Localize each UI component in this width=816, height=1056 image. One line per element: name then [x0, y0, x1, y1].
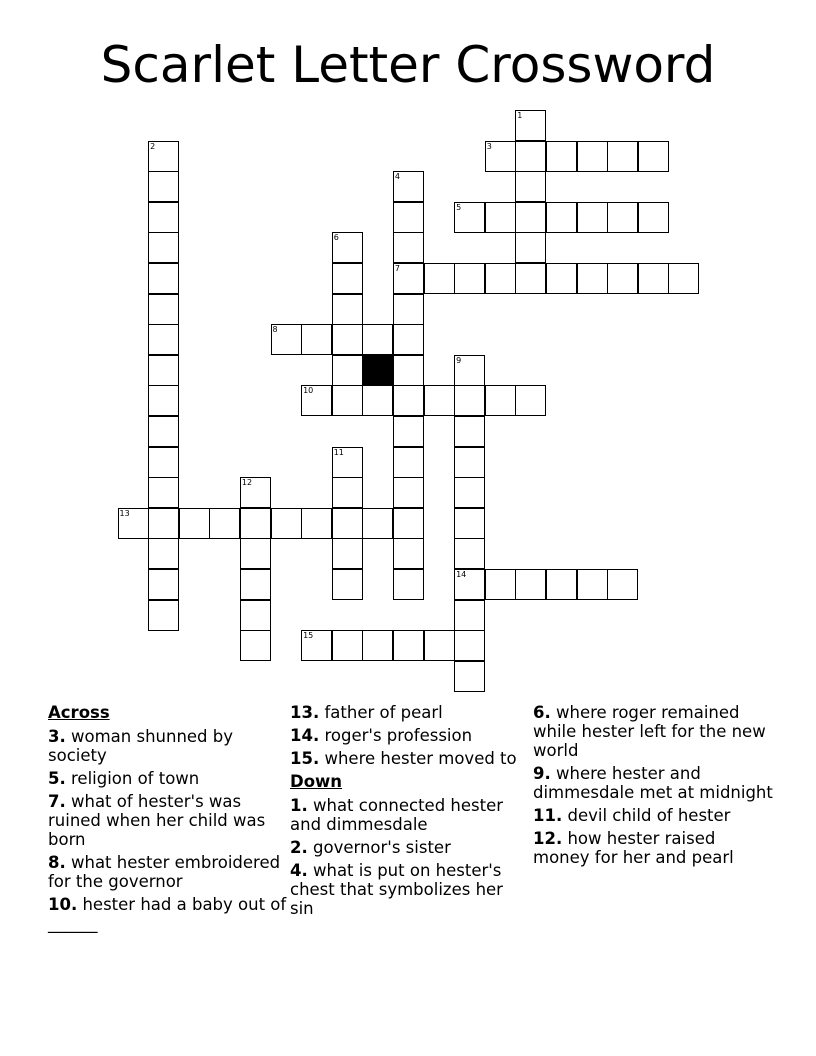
clue-item-text: roger's profession — [319, 726, 473, 745]
grid-cell[interactable] — [271, 508, 302, 539]
clue-item-text: father of pearl — [319, 703, 443, 722]
grid-cell[interactable] — [240, 600, 271, 631]
clue-item-text: how hester raised money for her and pearl — [533, 829, 734, 867]
grid-cell[interactable] — [668, 263, 699, 294]
clue-item-number: 6. — [533, 703, 551, 722]
grid-cell[interactable] — [362, 324, 393, 355]
clue-item-number: 8. — [48, 853, 66, 872]
grid-cell[interactable] — [393, 263, 424, 294]
grid-cell[interactable] — [577, 569, 608, 600]
clue-item-number: 15. — [290, 749, 320, 768]
grid-cell[interactable] — [515, 202, 546, 233]
across-clue-list — [48, 727, 288, 933]
grid-cell[interactable] — [393, 171, 424, 202]
grid-cell[interactable] — [454, 447, 485, 478]
grid-cell[interactable] — [515, 110, 546, 141]
clue-item-number: 5. — [48, 769, 66, 788]
grid-cell[interactable] — [577, 263, 608, 294]
clue-item-text: what of hester's was ruined when her child was born — [48, 792, 266, 849]
grid-cell[interactable] — [148, 416, 179, 447]
down-clue-list-continued — [533, 703, 773, 867]
grid-cell[interactable] — [515, 141, 546, 172]
grid-cell[interactable] — [546, 263, 577, 294]
grid-cell[interactable] — [332, 477, 363, 508]
down-clue-list — [290, 796, 522, 918]
grid-cell[interactable] — [179, 508, 210, 539]
grid-cell[interactable] — [301, 385, 332, 416]
grid-cell[interactable] — [148, 538, 179, 569]
clue-number: 8 — [272, 325, 278, 335]
grid-cell[interactable] — [209, 508, 240, 539]
grid-cell[interactable] — [485, 569, 516, 600]
clue-item-text: where hester moved to — [319, 749, 517, 768]
clue-item-text: hester had a baby out of ______ — [48, 895, 287, 933]
grid-cell[interactable] — [148, 477, 179, 508]
clue-item — [533, 806, 773, 825]
grid-cell[interactable] — [454, 477, 485, 508]
clue-item — [290, 749, 522, 768]
clue-number: 1 — [517, 111, 523, 120]
grid-cell[interactable] — [454, 385, 485, 416]
clue-item — [290, 838, 522, 857]
clue-item-number: 13. — [290, 703, 320, 722]
grid-cell[interactable] — [638, 141, 669, 172]
clue-item-text: devil child of hester — [562, 806, 731, 825]
grid-cell[interactable] — [638, 263, 669, 294]
grid-cell[interactable] — [454, 263, 485, 294]
grid-cell[interactable] — [393, 385, 424, 416]
grid-cell[interactable] — [332, 447, 363, 478]
grid-cell[interactable] — [424, 263, 455, 294]
grid-cell[interactable] — [393, 416, 424, 447]
grid-cell[interactable] — [240, 569, 271, 600]
grid-cell[interactable] — [118, 508, 149, 539]
grid-cell[interactable] — [546, 141, 577, 172]
clue-item — [533, 703, 773, 760]
grid-cell[interactable] — [393, 202, 424, 233]
clue-item — [533, 829, 773, 867]
grid-cell[interactable] — [332, 538, 363, 569]
grid-cell[interactable] — [393, 355, 424, 386]
grid-cell[interactable] — [240, 538, 271, 569]
clue-item-number: 14. — [290, 726, 320, 745]
grid-black-cell — [362, 355, 393, 386]
grid-cell[interactable] — [424, 630, 455, 661]
clue-item-text: woman shunned by society — [48, 727, 234, 765]
grid-cell[interactable] — [577, 202, 608, 233]
clues-column-1 — [48, 703, 288, 937]
clue-item-number: 10. — [48, 895, 78, 914]
grid-cell[interactable] — [148, 324, 179, 355]
clue-item-number: 7. — [48, 792, 66, 811]
grid-cell[interactable] — [271, 324, 302, 355]
grid-cell[interactable] — [607, 141, 638, 172]
grid-cell[interactable] — [148, 569, 179, 600]
clue-item — [290, 861, 522, 918]
grid-cell[interactable] — [240, 477, 271, 508]
grid-cell[interactable] — [332, 385, 363, 416]
grid-cell[interactable] — [240, 508, 271, 539]
clue-number: 6 — [333, 233, 339, 243]
grid-cell[interactable] — [546, 569, 577, 600]
grid-cell[interactable] — [454, 569, 485, 600]
grid-cell[interactable] — [546, 202, 577, 233]
grid-cell[interactable] — [362, 385, 393, 416]
clue-item-number: 11. — [533, 806, 563, 825]
grid-cell[interactable] — [638, 202, 669, 233]
grid-cell[interactable] — [454, 355, 485, 386]
clues-column-2 — [290, 703, 522, 922]
clue-item-text: what is put on hester's chest that symbolizes her sin — [290, 861, 503, 918]
clue-number: 14 — [456, 570, 467, 579]
clue-number: 12 — [241, 478, 253, 488]
clue-item-number: 2. — [290, 838, 308, 857]
grid-cell[interactable] — [148, 355, 179, 386]
grid-cell[interactable] — [240, 630, 271, 661]
clue-item — [290, 726, 522, 745]
across-clue-list-continued — [290, 703, 522, 768]
clue-number: 11 — [333, 447, 344, 457]
grid-cell[interactable] — [607, 202, 638, 233]
grid-cell[interactable] — [148, 385, 179, 416]
grid-cell[interactable] — [454, 202, 485, 233]
grid-cell[interactable] — [454, 538, 485, 569]
grid-cell[interactable] — [393, 508, 424, 539]
clue-item-text: governor's sister — [307, 838, 451, 857]
clue-number: 3 — [486, 141, 492, 151]
grid-cell[interactable] — [454, 661, 485, 692]
clue-number: 4 — [394, 172, 400, 182]
grid-cell[interactable] — [148, 263, 179, 294]
grid-cell[interactable] — [454, 508, 485, 539]
clue-item-text: what hester embroidered for the governor — [48, 853, 281, 891]
grid-cell[interactable] — [424, 385, 455, 416]
grid-cell[interactable] — [607, 569, 638, 600]
grid-cell[interactable] — [393, 569, 424, 600]
grid-cell[interactable] — [332, 324, 363, 355]
grid-cell[interactable] — [393, 294, 424, 325]
clue-number: 7 — [394, 264, 400, 273]
across-heading: Across — [48, 703, 110, 722]
clue-item — [48, 853, 288, 891]
grid-cell[interactable] — [332, 232, 363, 263]
grid-cell[interactable] — [577, 141, 608, 172]
clue-item — [48, 727, 288, 765]
clue-item — [533, 764, 773, 802]
grid-cell[interactable] — [332, 355, 363, 386]
grid-cell[interactable] — [393, 538, 424, 569]
grid-cell[interactable] — [485, 141, 516, 172]
grid-cell[interactable] — [301, 324, 332, 355]
clue-item-text: where hester and dimmesdale met at midnight — [533, 764, 773, 802]
grid-cell[interactable] — [148, 171, 179, 202]
grid-cell[interactable] — [332, 569, 363, 600]
clue-number: 2 — [150, 141, 156, 151]
grid-cell[interactable] — [148, 202, 179, 233]
grid-cell[interactable] — [607, 263, 638, 294]
grid-cell[interactable] — [332, 508, 363, 539]
clue-item-number: 12. — [533, 829, 563, 848]
grid-cell[interactable] — [393, 477, 424, 508]
page-title: Scarlet Letter Crossword — [100, 36, 716, 94]
clue-item — [48, 895, 288, 933]
clue-item-text: religion of town — [65, 769, 200, 788]
grid-cell[interactable] — [515, 569, 546, 600]
clue-number: 10 — [303, 386, 314, 396]
grid-cell[interactable] — [454, 630, 485, 661]
grid-cell[interactable] — [301, 508, 332, 539]
grid-cell[interactable] — [485, 202, 516, 233]
grid-cell[interactable] — [362, 508, 393, 539]
grid-cell[interactable] — [301, 630, 332, 661]
grid-cell[interactable] — [515, 171, 546, 202]
grid-cell[interactable] — [332, 263, 363, 294]
grid-cell[interactable] — [393, 447, 424, 478]
clue-item-text: what connected hester and dimmesdale — [290, 796, 504, 834]
grid-cell[interactable] — [515, 232, 546, 263]
grid-cell[interactable] — [148, 294, 179, 325]
clue-item-number: 1. — [290, 796, 308, 815]
grid-cell[interactable] — [485, 263, 516, 294]
clue-item — [290, 703, 522, 722]
grid-cell[interactable] — [393, 324, 424, 355]
grid-cell[interactable] — [515, 385, 546, 416]
grid-cell[interactable] — [393, 232, 424, 263]
grid-cell[interactable] — [454, 600, 485, 631]
grid-cell[interactable] — [148, 600, 179, 631]
down-heading: Down — [290, 772, 343, 791]
clue-number: 9 — [456, 355, 462, 365]
clue-item-number: 4. — [290, 861, 308, 880]
clue-item-number: 3. — [48, 727, 66, 746]
grid-cell[interactable] — [485, 385, 516, 416]
grid-cell[interactable] — [332, 294, 363, 325]
grid-cell[interactable] — [393, 630, 424, 661]
clue-item-number: 9. — [533, 764, 551, 783]
clues-column-3 — [533, 703, 773, 871]
clue-item — [48, 792, 288, 849]
clue-number: 15 — [303, 631, 314, 641]
clue-number: 13 — [119, 508, 130, 518]
grid-cell[interactable] — [454, 416, 485, 447]
grid-cell[interactable] — [332, 630, 363, 661]
grid-cell[interactable] — [148, 447, 179, 478]
clue-item-text: where roger remained while hester left for the new world — [533, 703, 766, 760]
clue-number: 5 — [456, 202, 462, 212]
grid-cell[interactable] — [362, 630, 393, 661]
grid-cell[interactable] — [148, 232, 179, 263]
clue-item — [48, 769, 288, 788]
grid-cell[interactable] — [515, 263, 546, 294]
grid-cell[interactable] — [148, 508, 179, 539]
clue-item — [290, 796, 522, 834]
grid-cell[interactable] — [148, 141, 179, 172]
